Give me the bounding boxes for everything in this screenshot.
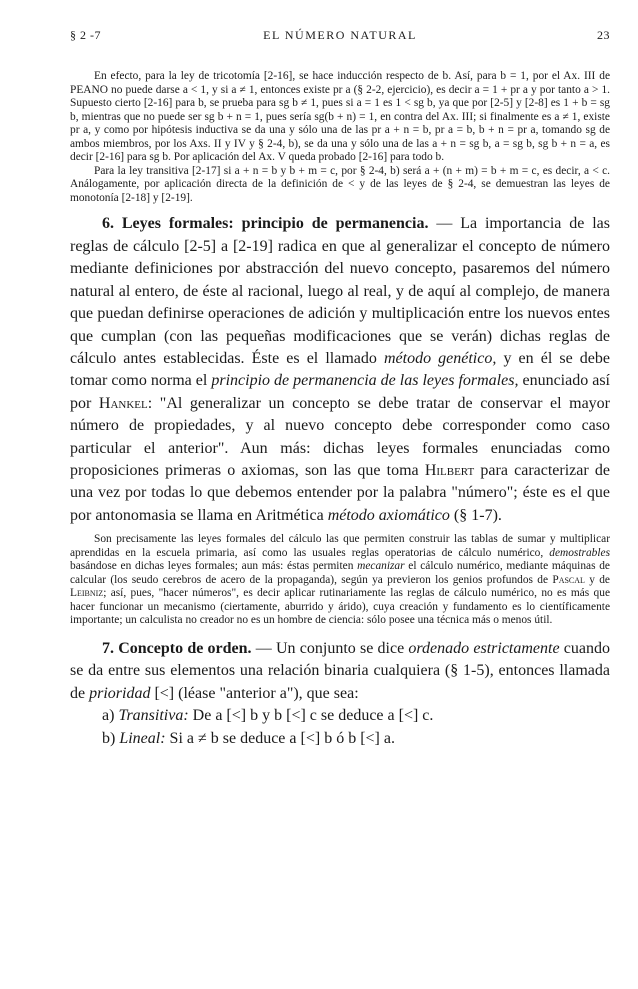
item-name: Transitiva: xyxy=(118,707,189,725)
item-label: b) xyxy=(102,729,120,747)
section-7-paragraph xyxy=(70,638,610,705)
section-6-paragraph xyxy=(70,213,610,527)
text-run: ; así, pues, "hacer números", es decir aplicar rutinariamente las reglas de cálculo numérico, no es más que hacer funcionar un mecanismo (ciertamente, aburrido y árido), cuya creación y fundamento es lo científicamente importante; un calculista no creador no es un hombre de ciencia: sólo posee una técnica más o menos útil. xyxy=(70,587,610,627)
emphasis-prioridad: prioridad xyxy=(89,684,151,702)
list-item-transitiva xyxy=(70,705,610,727)
text-run: [<] (léase "anterior a"), que sea: xyxy=(150,684,359,702)
book-page xyxy=(70,28,610,750)
author-hankel: Hankel xyxy=(98,394,148,412)
section-7-heading: 7. Concepto de orden. xyxy=(102,639,252,657)
emphasis-metodo-genetico: método genético, xyxy=(383,349,497,367)
emphasis-principio-permanencia: principio de permanencia de las leyes formales, xyxy=(211,372,519,390)
text-run: para caracterizar de una vez por todas lo que debemos entender por la palabra "número"; éste es el que por antonomasia se llama en Aritmética xyxy=(70,461,611,524)
text-run: basándose en dichas leyes formales; aun más: éstas permiten xyxy=(70,560,358,573)
author-leibniz: Leibniz xyxy=(70,587,104,600)
item-label: a) xyxy=(102,707,119,725)
text-run: (§ 1-7). xyxy=(449,506,502,524)
text-run: — Un conjunto se dice xyxy=(251,639,409,657)
text-run: y en él se debe tomar como norma el xyxy=(70,349,610,390)
text-run: y de xyxy=(584,573,610,586)
emphasis-demostrables: demostrables xyxy=(549,546,610,559)
section-6-heading: 6. Leyes formales: principio de permanencia. xyxy=(102,215,429,233)
list-item-lineal xyxy=(70,728,610,750)
proof-transitiva-paragraph: Para la ley transitiva [2-17] si a + n = b y b + m = c, por § 2-4, b) será a + (n + m) = b + m = c, es decir, a < c. Análogamente, por aplicación directa de la definición de < y de las leyes de § 2-4, se demuestran las leyes de monotonía [2-18] y [2-19]. xyxy=(70,164,610,204)
text-run: : "Al generalizar un concepto se debe tratar de conservar el mayor número de propiedades, y al nuevo concepto debe corresponder como caso particular el anterior". Aun más: dichas leyes formales enunciadas como proposiciones primeras o axiomas, son las que toma xyxy=(70,394,610,479)
emphasis-mecanizar: mecanizar xyxy=(357,560,405,573)
running-title: EL NÚMERO NATURAL xyxy=(263,28,417,42)
page-header xyxy=(70,28,610,48)
item-text: De a [<] b y b [<] c se deduce a [<] c. xyxy=(188,707,434,725)
item-name: Lineal: xyxy=(119,729,166,747)
item-text: Si a ≠ b se deduce a [<] b ó b [<] a. xyxy=(165,729,395,747)
text-run: el cálculo numérico, mediante máquinas de calcular (los seudo cerebros de acero de la propaganda), según ya previeron los genios profundos de xyxy=(70,560,610,586)
emphasis-metodo-axiomatico: método axiomático xyxy=(327,506,450,524)
page-number: 23 xyxy=(597,28,610,42)
text-run: enunciado así por xyxy=(70,372,610,412)
text-run: Son precisamente las leyes formales del cálculo las que permiten construir las tablas de sumar y multiplicar aprendidas en la escuela primaria, así como las usuales reglas operatorias de cálculo numérico, xyxy=(70,533,610,559)
proof-tricotomia-paragraph: En efecto, para la ley de tricotomía [2-16], se hace inducción respecto de b. Así, para b = 1, por el Ax. III de PEANO no puede darse a < 1, y si a ≠ 1, entonces existe pr a (§ 2-2, ejercicio), es decir a = 1 + pr a y por tanto a > 1. Supuesto cierto [2-16] para b, se prueba para sg b ≠ 1, pues si a = 1 es 1 < sg b, ya que por [2-5] y [2-8] es 1 + b = sg b, mientras que no puede ser sg b + n = 1, pues sería sg(b + n) = 1, en contra del Ax. III; si finalmente es a ≠ 1, existe pr a, y como por hipótesis inductiva se da una y sólo una de las pr a + n = b, pr a = b, b + n = pr a, tomando sg de ambos miembros, por los Axs. II y IV y § 2-4, b), se da una y sólo una de las a + n = sg b, a = sg b, sg b + n = a, es decir [2-16] para sg b. Por aplicación del Ax. V queda probado [2-16] para todo b. xyxy=(70,70,610,164)
author-hilbert: Hilbert xyxy=(424,461,475,479)
note-paragraph xyxy=(70,533,610,628)
section-reference: § 2 -7 xyxy=(70,28,101,42)
text-run: — La importancia de las reglas de cálculo [2-5] a [2-19] radica en que al generalizar el concepto de número mediante definiciones por abstracción del nuevo concepto, pasaremos del número natural al entero, de éste al racional, luego al real, y de aquí al complejo, de manera que puedan definirse operaciones de adición y multiplicación entre los nuevos entes que cumplan (con las pequeñas modificaciones que se verán) dichas reglas de cálculo antes establecidas. Éste es el llamado xyxy=(70,215,610,367)
author-pascal: Pascal xyxy=(552,573,585,586)
emphasis-ordenado-estrictamente: ordenado estrictamente xyxy=(408,639,560,657)
text-run: cuando se da entre sus elementos una relación binaria cualquiera (§ 1-5), entonces llamada de xyxy=(70,639,611,702)
